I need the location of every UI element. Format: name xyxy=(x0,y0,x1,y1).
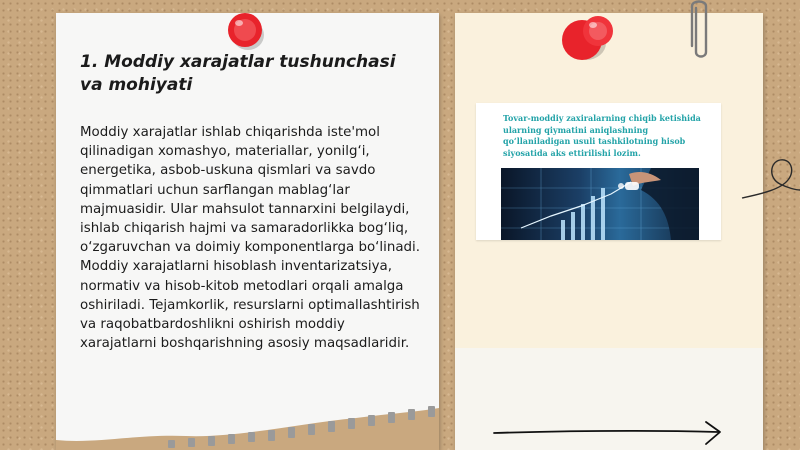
note-title: 1. Moddiy xarajatlar tushunchasi va mohiyati xyxy=(80,52,396,95)
torn-edge-strip xyxy=(56,400,439,450)
push-pin-icon xyxy=(224,9,268,53)
doodle-loop-icon xyxy=(740,150,800,210)
push-pin-icon xyxy=(558,9,620,65)
arrow-right-icon xyxy=(492,418,726,448)
left-note-sheet xyxy=(56,13,439,450)
photo-caption: Tovar-moddiy zaxiralarning chiqib ketishida ularning qiymatini aniqlashning qo‘llaniladigan usuli tashkilotning hisob siyosatida aks ettirilishi lozim. xyxy=(503,113,701,158)
paper-clip-icon xyxy=(688,0,712,64)
photo-card xyxy=(476,103,721,240)
note-body: Moddiy xarajatlar ishlab chiqarishda iste'mol qilinadigan xomashyo, materiallar, yonilg‘i, energetika, asbob-uskuna qismlari va savdo qimmatlari uchun sarflangan mablag‘lar majmuasidir. Ular mahsulot tannarxini belgilaydi, ishlab chiqarish hajmi va samaradorlikka bog‘liq, o‘zgaruvchan va doimiy komponentlarga bo‘linadi. Moddiy xarajatlarni hisoblash inventarizatsiya, normativ va hisob-kitob metodlari orqali amalga oshiriladi. Tejamkorlik, resurslarni optimallashtirish va raqobatbardoshlikni oshirish moddiy xarajatlarni boshqarishning asosiy maqsadlaridir. xyxy=(80,125,421,352)
hand-graph-illustration xyxy=(501,168,699,240)
business-hand-image xyxy=(501,168,699,240)
